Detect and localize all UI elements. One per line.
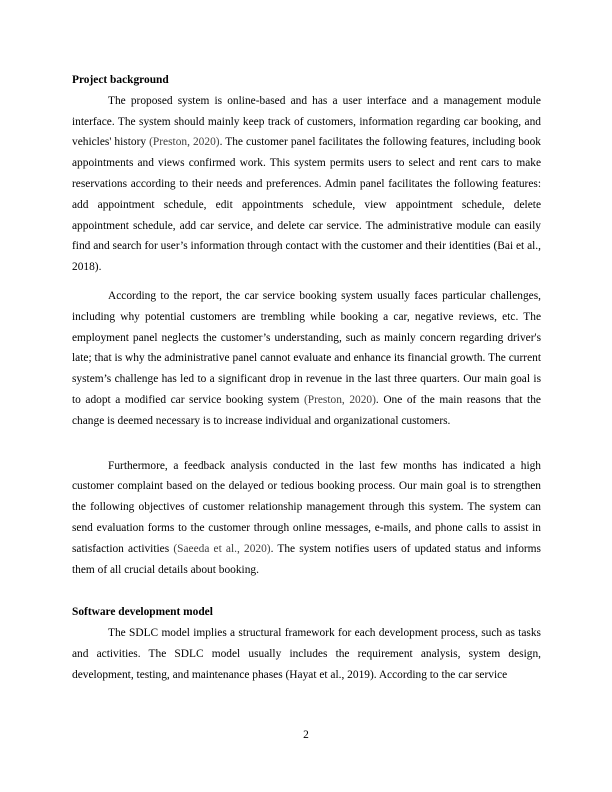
- page-number: 2: [303, 729, 309, 741]
- paragraph-spacer: [72, 278, 541, 286]
- section-heading-project-background: Project background: [72, 74, 169, 86]
- paragraph-text: . The customer panel facilitates the following features, including book appointments and views confirmed work. This system permits users to select and rent cars to make reservations according to their needs and preferences. Admin panel facilitates the following features: add appointment schedule, edit appointments schedule, view appointment schedule, delete appointment schedule, add car service, and delete car service. The administrative module can easily find and search for user’s information through contact with the customer and their identities (Bai et al., 2018).: [72, 136, 541, 274]
- section-heading-software-development-model: Software development model: [72, 606, 213, 619]
- citation: (Preston, 2020): [303, 393, 376, 406]
- citation: (Saeeda et al., 2020): [173, 542, 271, 555]
- citation: (Preston, 2020): [149, 136, 220, 149]
- page-body: [72, 70, 541, 686]
- paragraph-text: . One of the main reasons that the change is deemed necessary is to increase individual and organizational customers.: [72, 393, 541, 427]
- paragraph-project-background-3: [72, 456, 541, 581]
- paragraph-text: The proposed system is online-based and has a user interface and a management module interface. The system should mainly keep track of customers, information regarding car booking, and vehicles' history: [72, 94, 541, 149]
- paragraph-spacer: [72, 432, 541, 456]
- section-spacer: [72, 580, 541, 602]
- paragraph-project-background-2: [72, 286, 541, 432]
- paragraph-text: Furthermore, a feedback analysis conducted in the last few months has indicated a high customer complaint based on the delayed or tedious booking process. Our main goal is to strengthen the following objectives of customer relationship management through this system. The system can send evaluation forms to the customer through online messages, e-mails, and phone calls to assist in satisfaction activities: [72, 459, 541, 555]
- paragraph-project-background-1: [72, 91, 541, 278]
- paragraph-software-development-model-1: The SDLC model implies a structural framework for each development process, such as tasks and activities. The SDLC model usually includes the requirement analysis, system design, development, testing, and maintenance phases (Hayat et al., 2019). According to the car service: [72, 627, 541, 681]
- paragraph-text: . The system notifies users of updated status and informs them of all crucial details about booking.: [72, 542, 541, 576]
- paragraph-text: According to the report, the car service booking system usually faces particular challenges, including why potential customers are trembling while booking a car, negative reviews, etc. The employment panel neglects the customer’s understanding, such as mainly concern regarding driver's late; that is why the administrative panel cannot evaluate and enhance its financial growth. The current system’s challenge has led to a significant drop in revenue in the last three quarters. Our main goal is to adopt a modified car service booking system: [72, 289, 541, 406]
